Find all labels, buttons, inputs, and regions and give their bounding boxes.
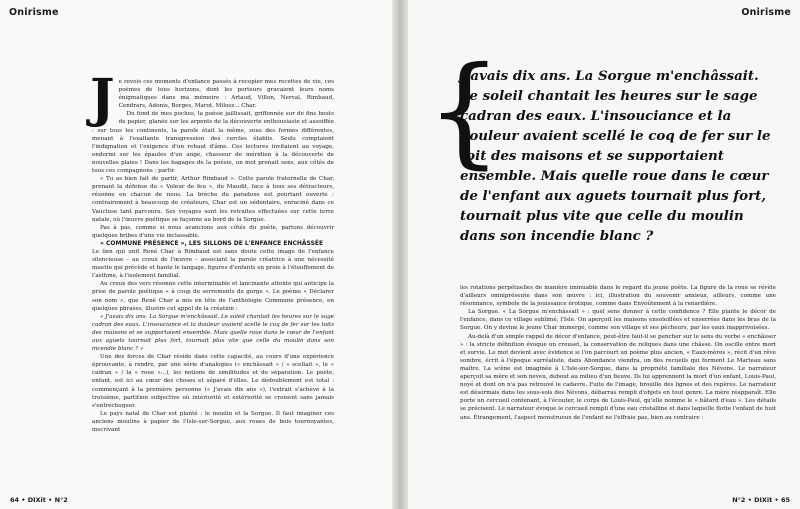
left-page [0, 0, 392, 509]
body-paragraph: La Sorgue. « La Sorgue m'enchâssait » : quel sens donner à cette confidence ? Elle plante le décor de l'enfance, dans ce village sublimé, l'Isle. On aperçoit les maisons ensoleillées et enserrées dans les bras de la Sorgue. On y devine le jeune Char immergé, comme son village et ses pêcheurs, par les eaux inapprivoisées. [460, 309, 776, 332]
pull-quote-brace: { [426, 42, 503, 181]
body-paragraph: Au creux des vers résonne cette interminable et lancinante attente qui anticipe la prise de parole poétique « à coup de serrements de gorge ». Le poème « Déclarer son nom », que René Char a mis en tête de l'anthologie Commune présence, en quelques phrases, illustre cet appel de la création : [92, 281, 334, 312]
intro-paragraph: Pas à pas, comme si nous avancions aux côtés du poète, partons découvrir quelques bribes d'une vie inclassable. [92, 224, 334, 239]
block-quote: « J'avais dix ans. La Sorgue m'enchâssait. Le soleil chantait les heures sur le sage cadran des eaux. L'insouciance et la douleur avaient scellé le coq de fer sur les toits des maisons et se supportaient ensemble. Mais quelle roue dans le cœur de l'enfant aux aguets tournait plus fort, tournait plus vite que celle du moulin dans son incendie blanc ? » [92, 313, 334, 353]
body-paragraph: Le lien qui unit René Char à Rimbaud est sans doute cette image de l'enfance silencieuse – au creux de l'œuvre – associant la parole créatrice à une nécessité muette qui précède et hante le langage, figures d'enfants en proie à l'étouffement de l'asthme, à l'isolement familial. [92, 248, 334, 280]
section-subhead: « COMMUNE PRÉSENCE », LES SILLONS DE L'ENFANCE ENCHÂSSÉE [100, 239, 324, 247]
intro-paragraph: « Tu as bien fait de partir, Arthur Rimbaud ». Cette parole fraternelle de Char, prenant la défense du « Voleur de feu », du Maudit, face à tous ses détracteurs, résonne en chacun de nous. La brèche du paradoxe est pourtant ouverte : contrairement à beaucoup de créateurs, Char est un sédentaire, enraciné dans ce Vaucluse tant parcouru. Ses voyages sont les retraites effectuées sur cette terre natale, où l'œuvre poétique se façonne au bord de la Sorgue. [92, 176, 334, 223]
body-paragraph: les rotations perpétuelles de manière immuable dans le regard du jeune poète. La figure de la roue se révèle d'ailleurs omniprésente dans son œuvre : ici, illustration du souvenir anxieux, ailleurs, comme une résonnance, symbole de la jouissance érotique, comme dans Envoûtement à la renardière. [460, 285, 776, 308]
dropcap: J [90, 68, 115, 129]
right-body-column [460, 284, 776, 422]
body-paragraph: Le pays natal de Char est planté : le moulin et la Sorgue. Il faut imaginer ces anciens moulins à papier de l'Isle-sur-Sorgue, aux roues de bois tournoyantes, inscrivant [92, 410, 334, 434]
left-folio: 64 • DIXit • N°2 [10, 496, 68, 504]
right-folio: N°2 • DIXit • 65 [732, 496, 790, 504]
right-page [408, 0, 800, 509]
intro-paragraph: Du fond de mes poches, la poésie jaillissait, griffonnée sur de fins bouts de papier, glanée sur les arpents de la découverte enthousiaste et assoiffée : sur tous les continents, la parole était la même, sous des formes différentes, menant à l'exaltante transgression des cercles établis. Seuls comptaient l'indignation et l'exigence d'un rehaut d'âme. Ces lectures invitaient au voyage, endormi sur les épaules d'un ange, chasseur de méridien à la découverte de nouvelles plaies ! Dans les bagages de la poésie, un mot prenait sens, aux côtés de tous ces compagnons : partir. [92, 111, 334, 175]
right-section-label: Onirisme [741, 7, 791, 18]
intro-paragraph: e revois ces moments d'enfance passés à recopier mes recettes de vie, ces poèmes de tous horizons, dont les porteurs gravaient leurs noms énigmatiques dans ma mémoire : Artaud, Villon, Nerval, Rimbaud, Cendrars, Adonis, Borges, Marot, Milosz... Char. [118, 79, 334, 110]
body-paragraph: Une des forces de Char réside dans cette capacité, au cours d'une expérience éprouvante, à rendre, par une série d'analogies (« enchâssait » / « scellait », le « cadran » / la « roue »...), les notions de similitudes et de séparation. Le poète, enfant, est ici au cœur des choses et séparé d'elles. Le dédoublement est total : commençant à la première personne (« J'avais dix ans »), l'extrait s'achève à la troisième, partition subjective où intériorité et extériorité se croisent sans jamais s'entrechoquer. [92, 354, 334, 409]
pull-quote: J'avais dix ans. La Sorgue m'enchâssait. Le soleil chantait les heures sur le sage cadran des eaux. L'insouciance et la douleur avaient scellé le coq de fer sur le toit des maisons et se supportaient ensemble. Mais quelle roue dans le cœur de l'enfant aux aguets tournait plus fort, tournait plus vite que celle du moulin dans son incendie blanc ? [460, 68, 771, 244]
left-section-label: Onirisme [9, 7, 59, 18]
page-gutter [392, 0, 408, 509]
body-paragraph: Au-delà d'un simple rappel de décor d'enfance, peut-être faut-il se pencher sur le sens du verbe « enchâsser » : la stricte définition évoque un creuset, la conservation de reliques dans une châsse. On oscille entre mort et survie. Le mot devient avec évidence si l'on parcourt un poème plus ancien, « Eaux-mères », récit d'un rêve sombre, écrit à l'époque surréaliste, dans Abondance viendra, un des recueils qui forment Le Marteau sans maître. La scène est imaginée à L'Isle-sur-Sorgue, dans la propriété familiale des Névons. Le narrateur aperçoit sa mère et son neveu, debout au milieu d'un fleuve. Ils lui apprennent la mort d'un enfant, Louis-Paul, noyé et dont on n'a pas retrouvé le cadavre. Fuite de l'image, brouille des lignes et des repères. Le narrateur est désormais dans les sous-sols des Névons, débarras rempli d'objets en tout genre. La mère réapparaît. Elle porte un cercueil contenant, à l'écouter, le corps de Louis-Paul, qu'elle nomme le « bâtard d'eau ». Les détails se précisent. Le narrateur évoque le cercueil rempli d'une eau cristalline et dans laquelle flotte l'enfant de huit ans. Étrangement, l'aspect monstrueux de l'enfant ne l'effraie pas, bien au contraire : [460, 333, 777, 421]
left-intro-column [90, 68, 334, 434]
